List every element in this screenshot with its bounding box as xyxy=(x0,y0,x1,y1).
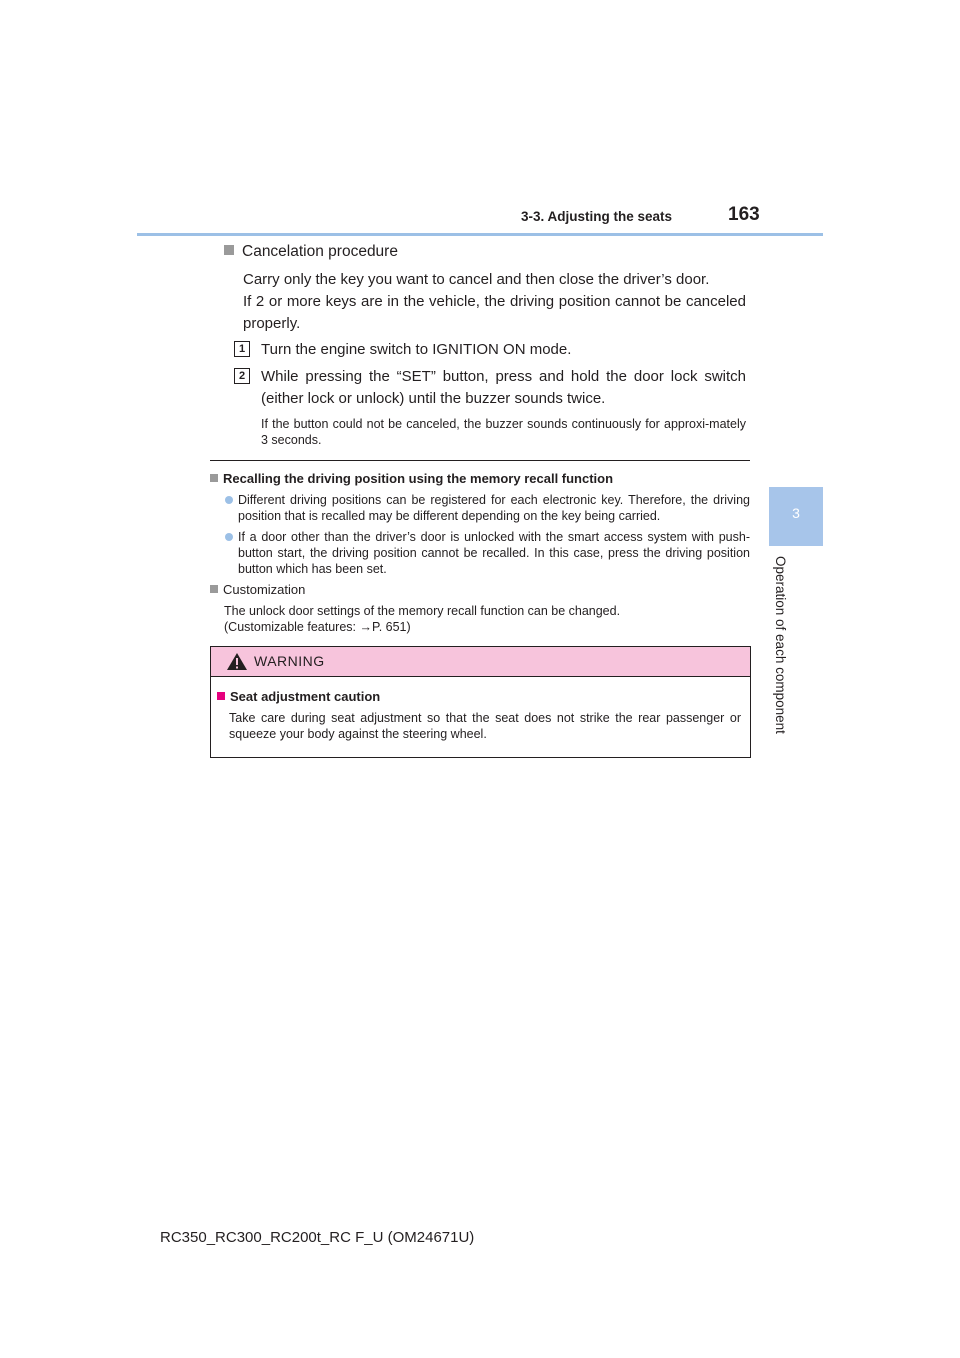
chapter-number: 3 xyxy=(792,505,800,521)
cancel-note: If the button could not be canceled, the buzzer sounds continuously for approxi-mately 3 seconds. xyxy=(261,417,746,447)
section-title: 3-3. Adjusting the seats xyxy=(521,209,673,224)
warning-header xyxy=(211,647,750,677)
recall-bullet-2: If a door other than the driver’s door is unlocked with the smart access system with push-button start, the driving position cannot be recalled. In this case, press the driving position button which has been set. xyxy=(238,530,750,576)
chapter-label: Operation of each component xyxy=(773,556,788,734)
cancel-para-2: If 2 or more keys are in the vehicle, the driving position cannot be canceled properly. xyxy=(243,293,746,332)
warning-box xyxy=(210,646,751,758)
warning-subheading xyxy=(217,689,380,704)
chapter-tab xyxy=(769,487,823,546)
customization-line-2: (Customizable features: →P. 651) xyxy=(224,620,411,634)
step-1-text: Turn the engine switch to IGNITION ON mode. xyxy=(261,341,572,358)
cancelation-heading xyxy=(224,243,398,261)
customization-heading xyxy=(210,582,305,597)
customization-heading-text: Customization xyxy=(223,582,306,597)
chapter-label-container xyxy=(770,556,790,746)
recall-heading xyxy=(210,471,613,486)
section-divider xyxy=(210,460,750,461)
recall-bullet-1: Different driving positions can be registered for each electronic key. Therefore, the driving position that is recalled may be different depending on the key being carried. xyxy=(238,493,750,523)
cancel-para-1: Carry only the key you want to cancel and then close the driver’s door. xyxy=(243,271,710,288)
header-rule xyxy=(137,233,823,236)
round-bullet-icon xyxy=(225,533,233,541)
warning-body: Take care during seat adjustment so that the seat does not strike the rear passenger or squeeze your body against the steering wheel. xyxy=(229,711,741,741)
footer-model: RC350_RC300_RC200t_RC F_U (OM24671U) xyxy=(160,1229,475,1246)
square-bullet-icon xyxy=(224,245,234,255)
page-number: 163 xyxy=(728,204,760,225)
step-2-text: While pressing the “SET” button, press and hold the door lock switch (either lock or unlock) until the buzzer sounds twice. xyxy=(261,368,746,407)
warning-triangle-icon xyxy=(226,652,248,671)
customization-line-1: The unlock door settings of the memory recall function can be changed. xyxy=(224,604,621,618)
round-bullet-icon xyxy=(225,496,233,504)
square-bullet-icon xyxy=(210,585,218,593)
recall-heading-text: Recalling the driving position using the memory recall function xyxy=(223,471,614,486)
warning-title: WARNING xyxy=(254,653,325,669)
square-bullet-icon xyxy=(217,692,225,700)
square-bullet-icon xyxy=(210,474,218,482)
step-1-number: 1 xyxy=(234,341,250,357)
warning-subheading-text: Seat adjustment caution xyxy=(230,689,381,704)
step-2-number: 2 xyxy=(234,368,250,384)
cancelation-heading-text: Cancelation procedure xyxy=(242,243,398,260)
